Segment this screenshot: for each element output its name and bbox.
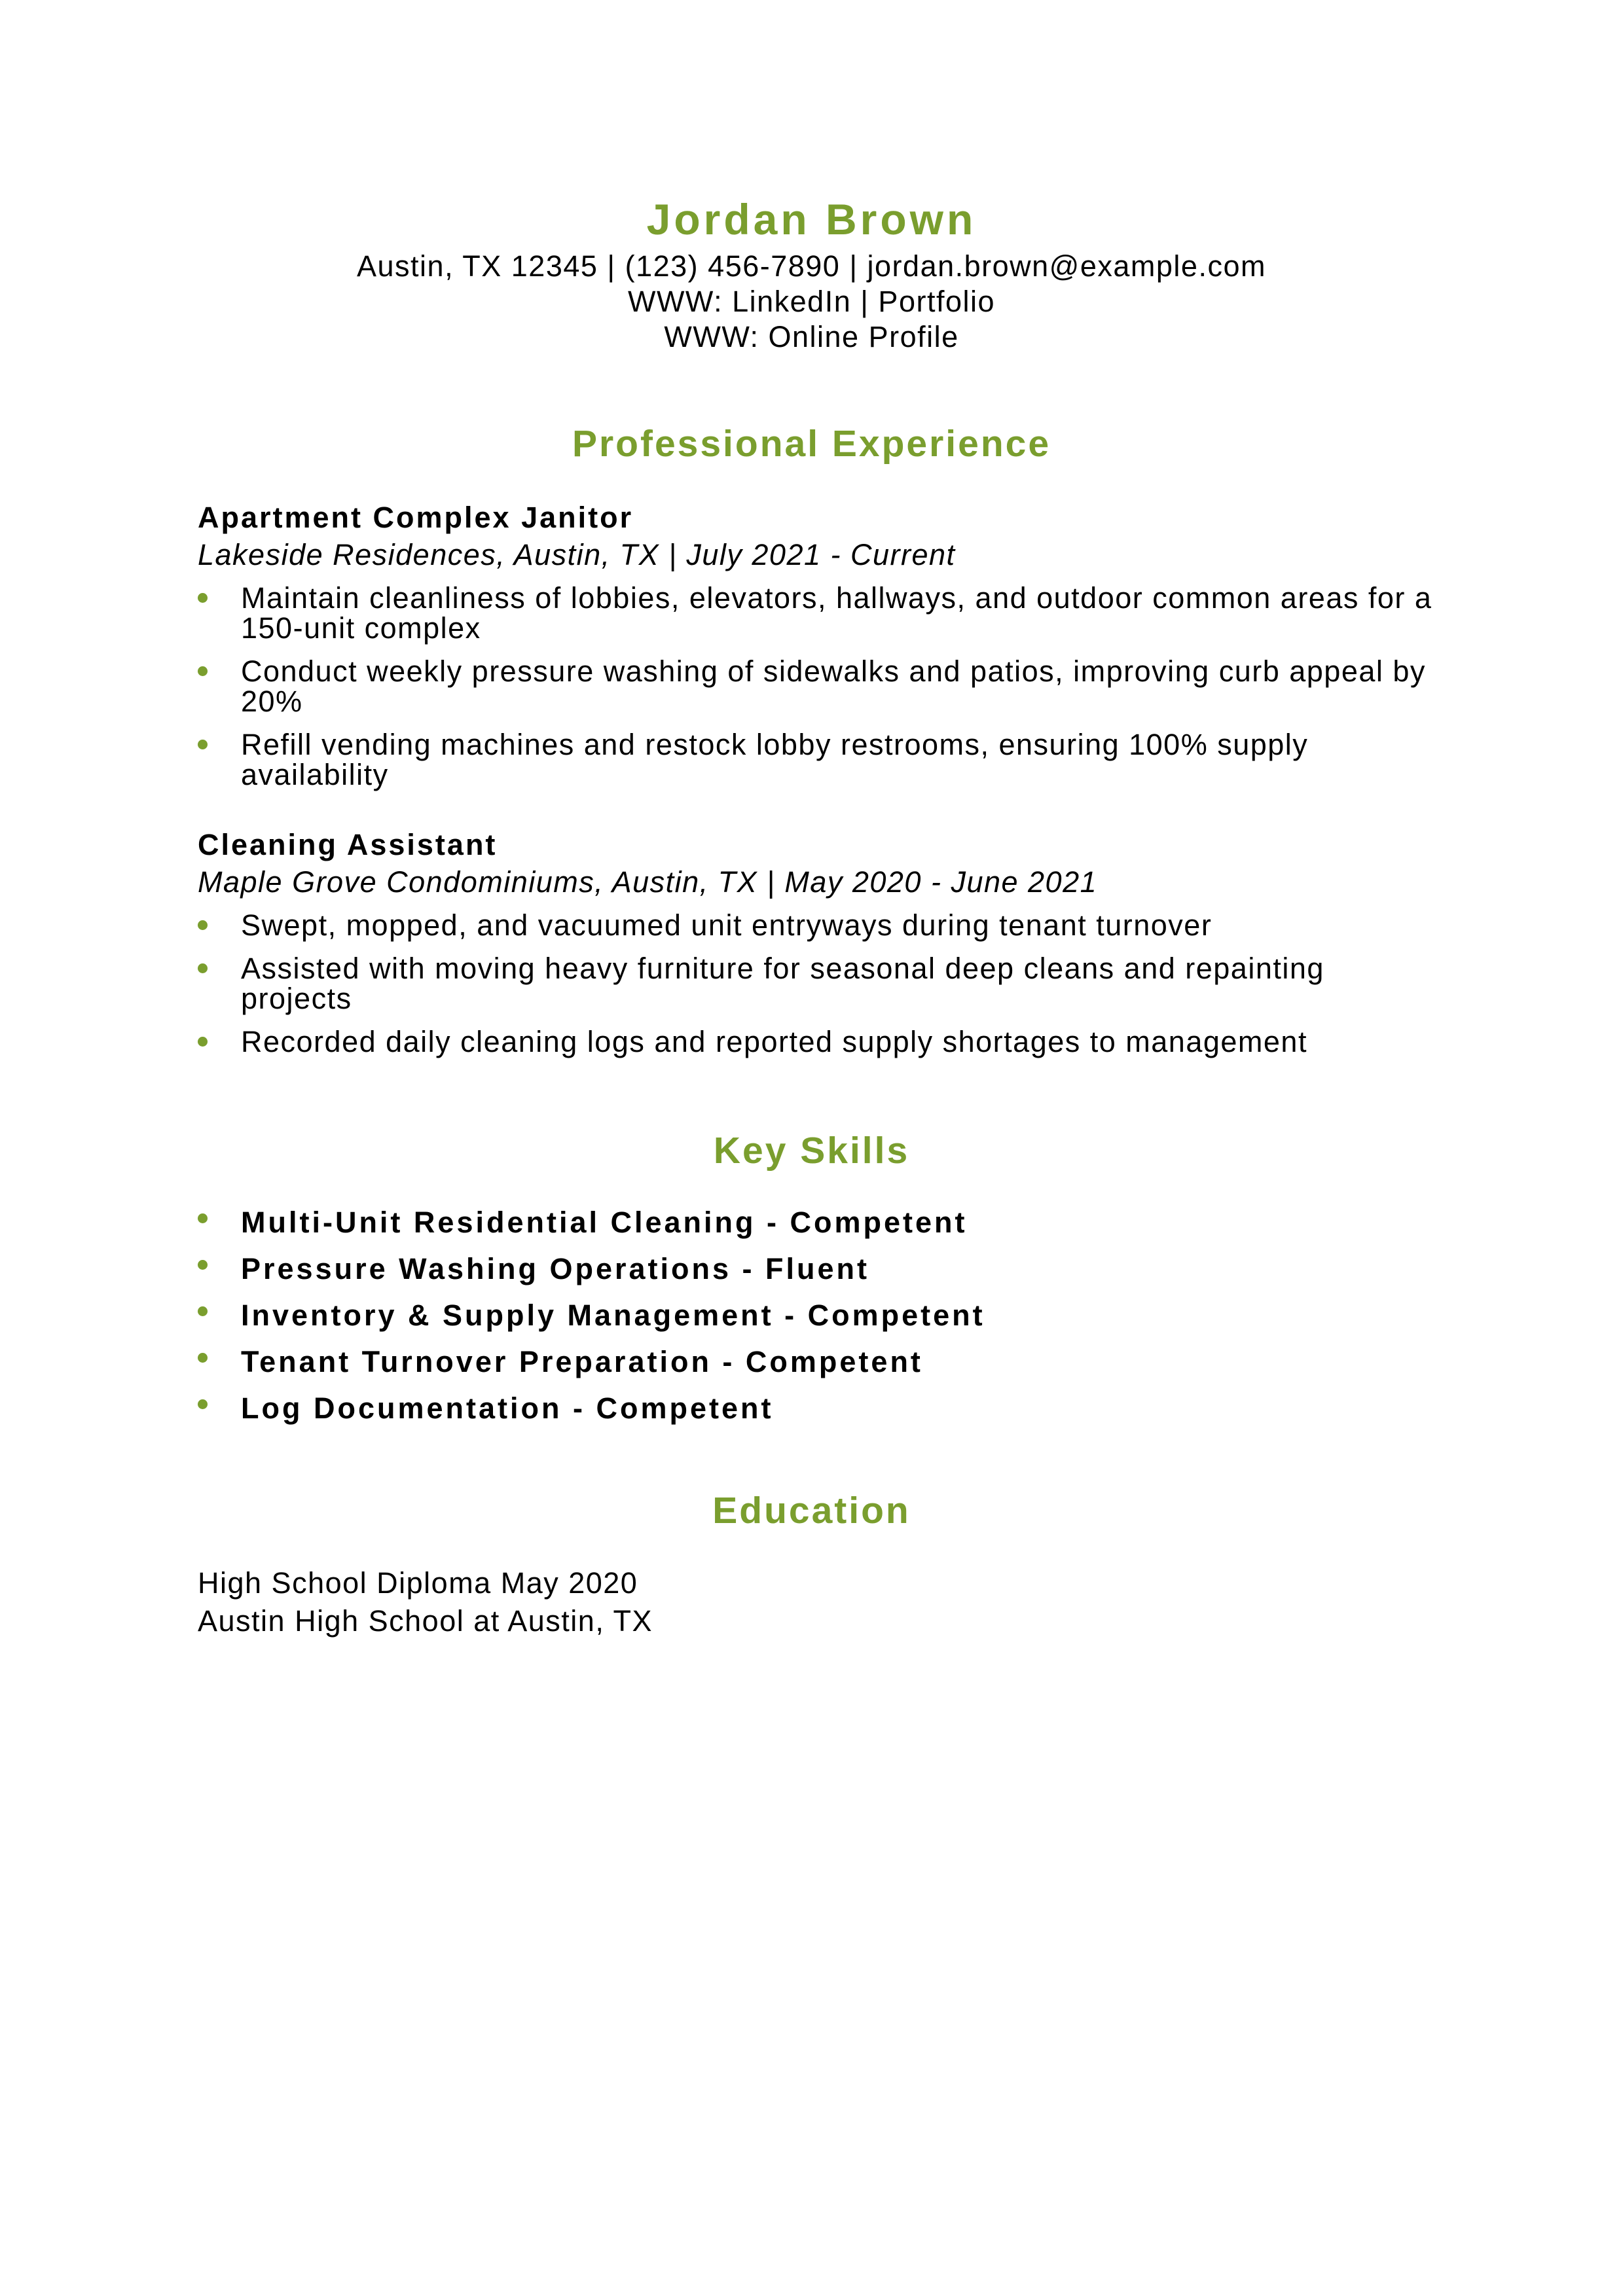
education-degree: High School Diploma May 2020 — [198, 1566, 638, 1600]
bullet-dot-icon — [198, 1353, 208, 1363]
job-employer-dates: Maple Grove Condominiums, Austin, TX | May 2020 - June 2021 — [198, 865, 1098, 899]
skill-text: Tenant Turnover Preparation - Competent — [241, 1345, 923, 1378]
list-item — [198, 730, 1442, 790]
contact-line-2: WWW: LinkedIn | Portfolio — [627, 285, 996, 318]
list-item — [198, 954, 1442, 1014]
skill-text: Inventory & Supply Management - Competent — [241, 1299, 985, 1332]
job-entry-2 — [198, 827, 1442, 1070]
job-bullets — [198, 910, 1442, 1057]
resume-header — [0, 190, 1623, 355]
bullet-text: Maintain cleanliness of lobbies, elevators, hallways, and outdoor common areas for a 150-unit complex — [241, 581, 1432, 645]
bullet-dot-icon — [198, 1260, 208, 1270]
skills-list — [198, 1199, 1442, 1431]
bullet-text: Recorded daily cleaning logs and reported supply shortages to management — [241, 1025, 1307, 1058]
skill-text: Pressure Washing Operations - Fluent — [241, 1252, 869, 1285]
bullet-text: Conduct weekly pressure washing of sidewalks and patios, improving curb appeal by 20% — [241, 655, 1426, 718]
education-school: Austin High School at Austin, TX — [198, 1604, 653, 1638]
skill-item — [198, 1292, 1442, 1338]
job-title: Cleaning Assistant — [198, 828, 498, 861]
skill-item — [198, 1199, 1442, 1246]
candidate-name: Jordan Brown — [646, 195, 977, 243]
bullet-dot-icon — [198, 963, 208, 973]
contact-line-3: WWW: Online Profile — [664, 320, 959, 353]
bullet-dot-icon — [198, 1037, 208, 1047]
section-title-skills: Key Skills — [713, 1130, 910, 1172]
list-item — [198, 1027, 1442, 1057]
bullet-text: Swept, mopped, and vacuumed unit entryways during tenant turnover — [241, 908, 1213, 942]
skill-text: Multi-Unit Residential Cleaning - Competent — [241, 1206, 968, 1239]
bullet-dot-icon — [198, 920, 208, 930]
bullet-dot-icon — [198, 593, 208, 603]
contact-line-1: Austin, TX 12345 | (123) 456-7890 | jordan.brown@example.com — [357, 249, 1266, 283]
bullet-dot-icon — [198, 1213, 208, 1223]
bullet-text: Assisted with moving heavy furniture for seasonal deep cleans and repainting projects — [241, 952, 1324, 1015]
bullet-text: Refill vending machines and restock lobby restrooms, ensuring 100% supply availability — [241, 728, 1309, 791]
list-item — [198, 583, 1442, 643]
skill-text: Log Documentation - Competent — [241, 1391, 774, 1425]
job-bullets — [198, 583, 1442, 790]
skill-item — [198, 1338, 1442, 1385]
list-item — [198, 910, 1442, 941]
list-item — [198, 656, 1442, 717]
job-employer-dates: Lakeside Residences, Austin, TX | July 2021 - Current — [198, 538, 956, 571]
section-title-education: Education — [712, 1490, 911, 1532]
bullet-dot-icon — [198, 1306, 208, 1316]
job-title: Apartment Complex Janitor — [198, 501, 634, 534]
section-title-experience: Professional Experience — [572, 423, 1051, 465]
bullet-dot-icon — [198, 666, 208, 676]
bullet-dot-icon — [198, 740, 208, 749]
job-entry-1 — [198, 499, 1442, 803]
bullet-dot-icon — [198, 1399, 208, 1409]
skill-item — [198, 1246, 1442, 1292]
skill-item — [198, 1385, 1442, 1431]
education-block — [198, 1564, 653, 1640]
